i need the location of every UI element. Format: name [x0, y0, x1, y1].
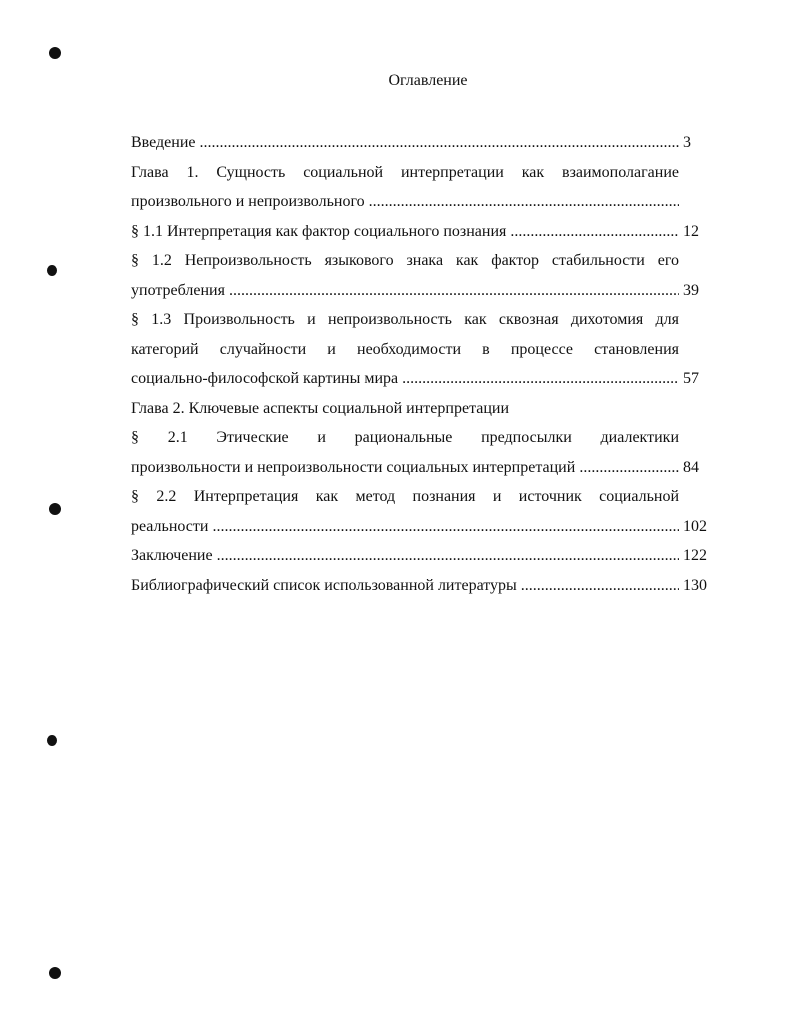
toc-page-number: 39 — [683, 281, 699, 299]
toc-page-number: 130 — [683, 576, 707, 594]
toc-line — [131, 305, 721, 335]
toc-entry-text: категорий случайности и необходимости в процессе становления — [131, 340, 679, 358]
toc-entry-text: § 2.1 Этические и рациональные предпосылки диалектики — [131, 429, 679, 446]
toc-line — [131, 482, 721, 512]
toc-line — [131, 394, 721, 424]
toc-page-number: 102 — [683, 517, 707, 535]
toc-page-number: 84 — [683, 458, 699, 476]
toc-entry-text: Глава 1. Сущность социальной интерпретации как взаимополагание — [131, 163, 679, 181]
toc-page-number: 122 — [683, 547, 707, 564]
page-title: Оглавление — [388, 72, 468, 89]
toc-line — [131, 246, 721, 276]
toc-line — [131, 217, 721, 247]
toc-entry-text: § 1.2 Непроизвольность языкового знака как фактор стабильности его — [131, 252, 679, 269]
binder-hole — [49, 503, 61, 515]
toc-line — [131, 128, 721, 158]
toc-line — [131, 453, 721, 483]
toc-entry-text: Заключение ..... — [131, 541, 679, 571]
toc-entry-text: Библиографический список использованной литературы ..... — [131, 571, 679, 601]
toc-page-number: 57 — [683, 370, 699, 387]
toc-line — [131, 187, 721, 217]
toc-line — [131, 335, 721, 365]
toc-page-number: 3 — [683, 134, 691, 151]
toc-entry-text: § 2.2 Интерпретация как метод познания и источник социальной — [131, 488, 679, 505]
toc-entry-text: произвольного и непроизвольного ..... — [131, 187, 679, 217]
toc-entry-text: Глава 2. Ключевые аспекты социальной интерпретации — [131, 399, 510, 417]
toc-line — [131, 571, 721, 601]
toc-page-number: 12 — [683, 222, 699, 240]
toc-entry-text: социально-философской картины мира ..... — [131, 364, 679, 394]
toc-entry-text: § 1.3 Произвольность и непроизвольность как сквозная дихотомия для — [131, 311, 679, 328]
toc-line — [131, 512, 721, 542]
toc-line — [131, 541, 721, 571]
toc-entry-text: § 1.1 Интерпретация как фактор социального познания ..... — [131, 217, 679, 247]
toc-entry-text: Введение ..... — [131, 128, 679, 158]
binder-hole — [47, 265, 57, 276]
toc-line — [131, 364, 721, 394]
toc-line — [131, 276, 721, 306]
toc-entry-text: употребления ..... — [131, 276, 679, 306]
table-of-contents — [131, 128, 721, 600]
binder-hole — [49, 47, 61, 59]
binder-hole — [49, 967, 61, 979]
toc-line — [131, 423, 721, 453]
binder-hole — [47, 735, 57, 746]
toc-line — [131, 158, 721, 188]
toc-entry-text: произвольности и непроизвольности социальных интерпретаций ..... — [131, 453, 679, 483]
toc-entry-text: реальности ..... — [131, 512, 679, 542]
